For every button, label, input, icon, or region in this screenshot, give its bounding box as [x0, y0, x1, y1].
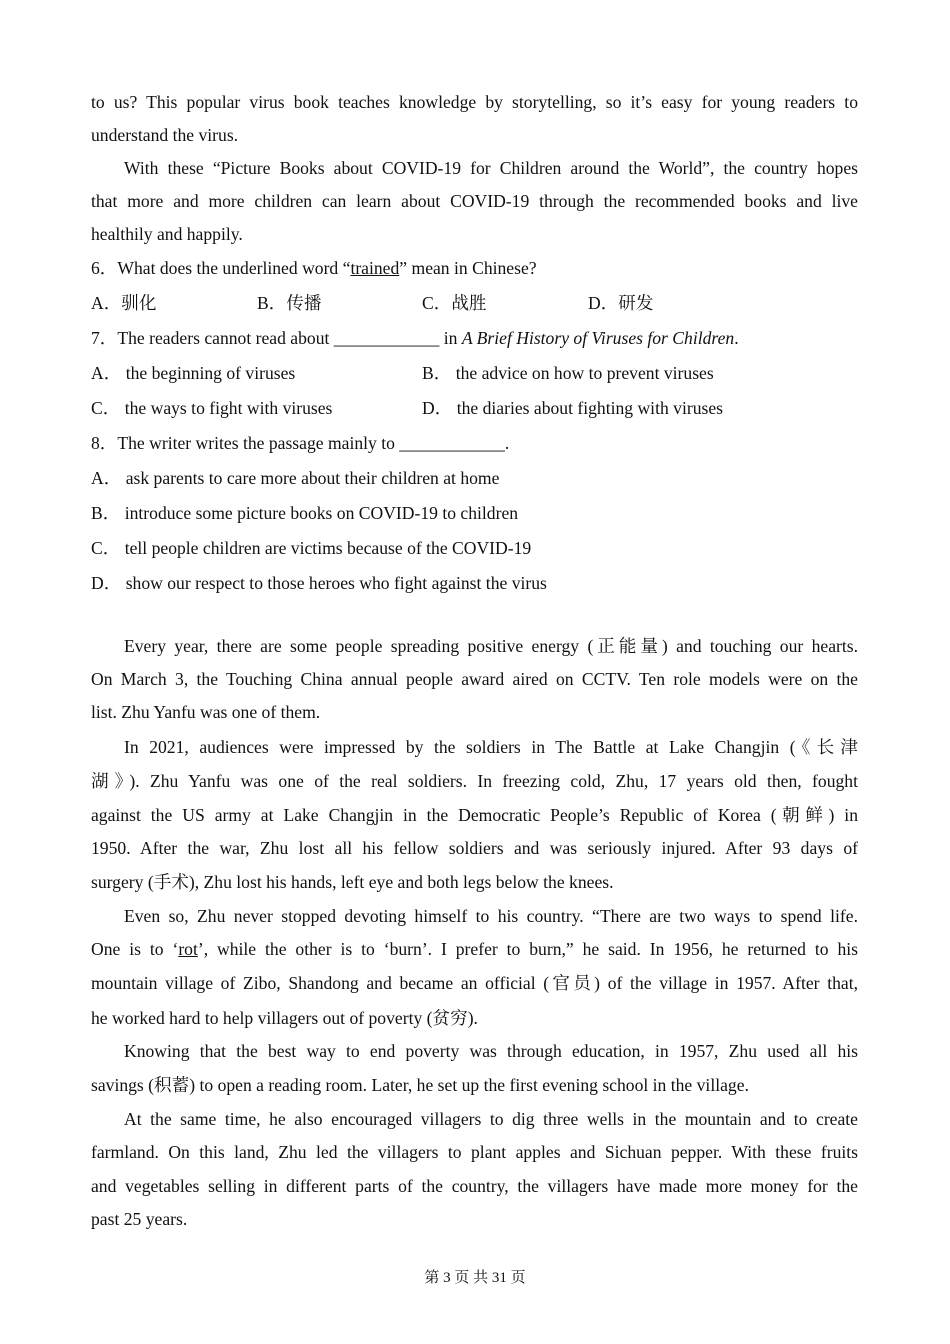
- underlined-word: trained: [350, 258, 400, 278]
- passage-text: ’, while the other is to ‘burn’. I prefer to burn,” he said. In 1956, he returned to his: [197, 939, 858, 959]
- passage2-line: Every year, there are some people spreading positive energy (正能量) and touching our hearts.: [124, 636, 858, 656]
- option-d: D． show our respect to those heroes who fight against the virus: [91, 573, 547, 593]
- passage2-line: 1950. After the war, Zhu lost all his fellow soldiers and was seriously injured. After 93 days of: [91, 838, 858, 858]
- question-text: 7．The readers cannot read about ____________ in: [91, 328, 462, 348]
- underlined-word: rot: [178, 939, 198, 959]
- question-6-stem: [91, 257, 537, 279]
- option-a: A． ask parents to care more about their children at home: [91, 468, 500, 488]
- passage2-line: 湖》). Zhu Yanfu was one of the real soldiers. In freezing cold, Zhu, 17 years old then, fought: [91, 771, 858, 791]
- option-b: B．传播: [257, 293, 322, 313]
- question-text: .: [734, 328, 739, 348]
- passage2-line: At the same time, he also encouraged villagers to dig three wells in the mountain and to create: [124, 1109, 858, 1129]
- passage2-line: he worked hard to help villagers out of poverty (贫穷).: [91, 1008, 478, 1028]
- question-7-stem: [91, 327, 739, 349]
- option-a: A． the beginning of viruses: [91, 363, 296, 383]
- passage1-line: understand the virus.: [91, 125, 239, 145]
- passage2-line: mountain village of Zibo, Shandong and became an official (官员) of the village in 1957. After that,: [91, 973, 858, 993]
- option-d: D． the diaries about fighting with viruses: [422, 398, 724, 418]
- passage2-line: surgery (手术), Zhu lost his hands, left eye and both legs below the knees.: [91, 872, 614, 892]
- option-d: D．研发: [588, 293, 654, 313]
- question-text: ” mean in Chinese?: [399, 258, 537, 278]
- option-a: A．驯化: [91, 293, 157, 313]
- question-text: 6．What does the underlined word “: [91, 258, 351, 278]
- passage2-line: [91, 938, 858, 960]
- passage2-line: past 25 years.: [91, 1209, 188, 1229]
- passage1-line: to us? This popular virus book teaches knowledge by storytelling, so it’s easy for young readers to: [91, 92, 858, 112]
- passage2-line: On March 3, the Touching China annual people award aired on CCTV. Ten role models were on the: [91, 669, 858, 689]
- book-title: A Brief History of Viruses for Children: [461, 328, 735, 348]
- passage2-line: Even so, Zhu never stopped devoting himself to his country. “There are two ways to spend life.: [124, 906, 858, 926]
- option-c: C． tell people children are victims because of the COVID-19: [91, 538, 532, 558]
- passage2-line: In 2021, audiences were impressed by the soldiers in The Battle at Lake Changjin (《长津: [124, 737, 858, 757]
- passage2-line: Knowing that the best way to end poverty was through education, in 1957, Zhu used all his: [124, 1041, 858, 1061]
- passage1-line: healthily and happily.: [91, 224, 243, 244]
- page-footer: 第 3 页 共 31 页: [424, 1270, 526, 1286]
- passage1-line: that more and more children can learn about COVID-19 through the recommended books and live: [91, 191, 858, 211]
- passage2-line: farmland. On this land, Zhu led the villagers to plant apples and Sichuan pepper. With these fruits: [91, 1142, 858, 1162]
- passage-text: One is to ‘: [91, 939, 179, 959]
- passage1-line: With these “Picture Books about COVID-19 for Children around the World”, the country hopes: [124, 158, 858, 178]
- passage2-line: and vegetables selling in different parts of the country, the villagers have made more money for the: [91, 1176, 858, 1196]
- option-c: C． the ways to fight with viruses: [91, 398, 333, 418]
- question-8-stem: 8．The writer writes the passage mainly to ____________.: [91, 433, 510, 453]
- option-c: C．战胜: [422, 293, 487, 313]
- passage2-line: against the US army at Lake Changjin in the Democratic People’s Republic of Korea (朝鲜) in: [91, 805, 858, 825]
- passage2-line: list. Zhu Yanfu was one of them.: [91, 702, 321, 722]
- option-b: B． the advice on how to prevent viruses: [422, 363, 714, 383]
- passage2-line: savings (积蓄) to open a reading room. Later, he set up the first evening school in the village.: [91, 1075, 749, 1095]
- option-b: B． introduce some picture books on COVID-19 to children: [91, 503, 519, 523]
